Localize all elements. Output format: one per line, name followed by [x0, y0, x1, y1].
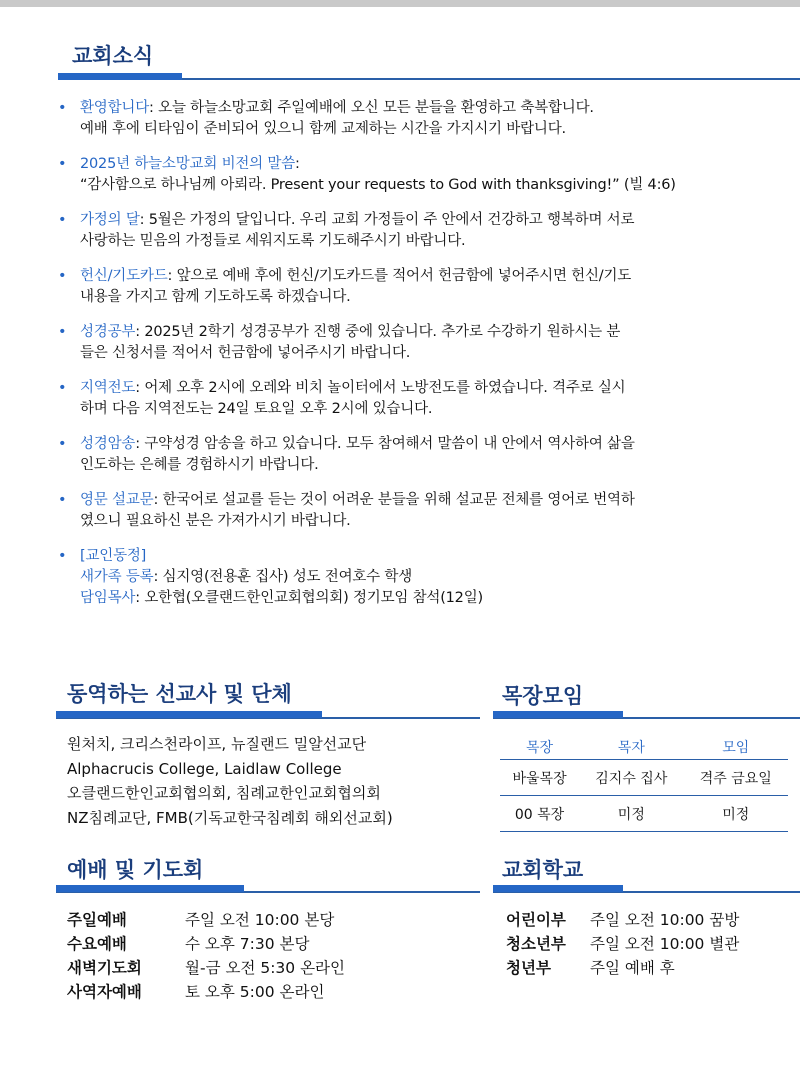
schedule-row: 청소년부 주일 오전 10:00 별관 — [506, 935, 740, 953]
bullet-icon: • — [58, 436, 67, 452]
news-item-welcome: • 환영합니다: 오늘 하늘소망교회 주일예배에 오신 모든 분들을 환영하고 축복합니다. 예배 후에 티타임이 준비되어 있으니 함께 교제하는 시간을 가지시기 바랍니다. — [58, 100, 594, 137]
bullet-icon: • — [58, 268, 67, 284]
news-title-accent — [58, 73, 182, 80]
news-item-vision: • 2025년 하늘소망교회 비전의 말씀: “감사함으로 하나님께 아뢰라. Present your requests to God with thanksgiving!” (빌 4:6) — [58, 156, 676, 193]
news-item-member-news: • [교인동정] 새가족 등록: 심지영(전용훈 집사) 성도 전여호수 학생 담임목사: 오한협(오클랜드한인교회협의회) 정기모임 참석(12일) — [58, 548, 483, 606]
school-title-accent — [493, 885, 623, 892]
worship-schedule — [67, 908, 345, 1004]
column-header: 목장 — [500, 735, 579, 760]
news-list — [58, 98, 786, 623]
news-section-title: 교회소식 — [72, 44, 154, 68]
bullet-icon: • — [58, 380, 67, 396]
cell-meeting-section-title: 목장모임 — [502, 684, 584, 708]
missionaries-section-title: 동역하는 선교사 및 단체 — [67, 682, 292, 706]
table-cell: 김지수 집사 — [579, 760, 683, 796]
news-item-bible-study: • 성경공부: 2025년 2학기 성경공부가 진행 중에 있습니다. 추가로 수강하기 원하시는 분 들은 신청서를 적어서 헌금함에 넣어주시기 바랍니다. — [58, 324, 621, 361]
worship-title-accent — [56, 885, 244, 892]
missionary-line: 원처치, 크리스천라이프, 뉴질랜드 밀알선교단 — [67, 735, 367, 753]
schedule-row: 새벽기도회 월-금 오전 5:30 온라인 — [67, 959, 345, 977]
news-item-memorization: • 성경암송: 구약성경 암송을 하고 있습니다. 모두 참여해서 말씀이 내 안에서 역사하여 삶을 인도하는 은혜를 경험하시기 바랍니다. — [58, 436, 635, 473]
schedule-row: 청년부 주일 예배 후 — [506, 959, 675, 977]
table-cell: 미정 — [579, 796, 683, 832]
column-header: 목자 — [579, 735, 683, 760]
news-item-evangelism: • 지역전도: 어제 오후 2시에 오레와 비치 놀이터에서 노방전도를 하였습니다. 격주로 실시 하며 다음 지역전도는 24일 토요일 오후 2시에 있습니다. — [58, 380, 626, 417]
missionary-line: Alphacrucis College, Laidlaw College — [67, 759, 342, 778]
table-header-row — [500, 735, 788, 760]
table-row — [500, 796, 788, 832]
schedule-row: 어린이부 주일 오전 10:00 꿈방 — [506, 911, 740, 929]
table-cell: 미정 — [684, 796, 788, 832]
cell-meeting-table — [500, 735, 788, 832]
table-row — [500, 760, 788, 796]
missionaries-list — [67, 732, 393, 830]
bullet-icon: • — [58, 212, 67, 228]
column-header: 모임 — [684, 735, 788, 760]
bullet-icon: • — [58, 100, 67, 116]
schedule-row: 수요예배 수 오후 7:30 본당 — [67, 935, 310, 953]
bullet-icon: • — [58, 324, 67, 340]
top-border — [0, 0, 800, 7]
bullet-icon: • — [58, 156, 67, 172]
table-cell: 격주 금요일 — [684, 760, 788, 796]
missionaries-title-accent — [56, 711, 322, 718]
worship-section-title: 예배 및 기도회 — [67, 858, 204, 882]
table-cell: 00 목장 — [500, 796, 579, 832]
bullet-icon: • — [58, 548, 67, 564]
school-schedule — [506, 908, 739, 980]
cell-meeting-title-accent — [493, 711, 623, 718]
schedule-row: 사역자예배 토 오후 5:00 온라인 — [67, 983, 325, 1001]
bullet-icon: • — [58, 492, 67, 508]
news-item-family-month: • 가정의 달: 5월은 가정의 달입니다. 우리 교회 가정들이 주 안에서 건강하고 행복하며 서로 사랑하는 믿음의 가정들로 세워지도록 기도해주시기 바랍니다. — [58, 212, 635, 249]
table-cell: 바울목장 — [500, 760, 579, 796]
missionary-line: NZ침례교단, FMB(기독교한국침례회 해외선교회) — [67, 808, 393, 827]
news-item-prayer-card: • 헌신/기도카드: 앞으로 예배 후에 헌신/기도카드를 적어서 헌금함에 넣어주시면 헌신/기도 내용을 가지고 함께 기도하도록 하겠습니다. — [58, 268, 632, 305]
schedule-row: 주일예배 주일 오전 10:00 본당 — [67, 911, 335, 929]
news-item-english-sermon: • 영문 설교문: 한국어로 설교를 듣는 것이 어려운 분들을 위해 설교문 전체를 영어로 번역하 였으니 필요하신 분은 가져가시기 바랍니다. — [58, 492, 635, 529]
school-section-title: 교회학교 — [502, 858, 584, 882]
missionary-line: 오클랜드한인교회협의회, 침례교한인교회협의회 — [67, 784, 381, 802]
